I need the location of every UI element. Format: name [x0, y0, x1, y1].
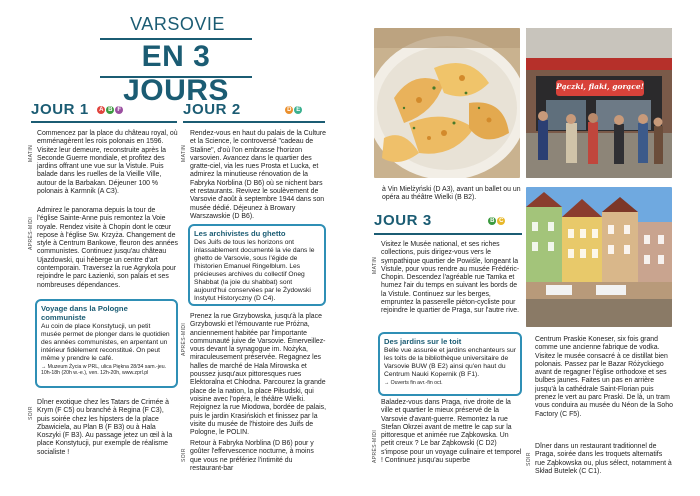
day3-afternoon-text-continued: Centrum Praskie Koneser, six fois grand comme une ancienne fabrique de vodka. Visitez le musée consacré à ce distillat bien polonais. Passez par le Bazar Różyckiego avant de regagner l'église orthodoxe et ses bulbes jaunes. Faites un pas en arrière jusqu'à la cathédrale Saint-Florian puis prenez le vert au parc Praski. De là, un tram vous conduira au musée du Néon de la Soho Factory (C F5). [535, 336, 673, 418]
day3-afternoon-text: Baladez-vous dans Praga, rive droite de la ville et quartier le mieux préservé de la Varsovie d'avant-guerre. Remontez la rue Stefan Okrzei avant de mettre le cap sur la pittoresque et animée rue Ząbkowska. Un petit creux ? Le bar Ząbkowski (C D2) s'impose pour un voyage culinaire et temporel ! Continuez jusqu'au superbe [381, 399, 522, 465]
slot-label-morning: MATIN [28, 144, 34, 162]
page-title: EN 3 JOURS [100, 38, 252, 78]
day3-rule [374, 233, 522, 235]
day2-rule [183, 121, 325, 123]
slot-label-afternoon: APRÈS-MIDI [372, 429, 378, 463]
map-badge-d: D [287, 106, 292, 113]
photo-old-town [526, 187, 672, 327]
info-box-ghetto [188, 224, 326, 306]
dumplings-image [374, 28, 520, 178]
slot-label-evening: SOIR [28, 406, 34, 420]
slot-label-evening: SOIR [526, 452, 532, 466]
day2-title: JOUR 2 [183, 101, 241, 118]
day2-evening-text: Retour à Fabryka Norblina (D B6) pour y goûter l'effervescence nocturne, à moins que vous ne préfériez l'intimité du restaurant-bar [190, 440, 314, 472]
map-badge-c: C [499, 217, 504, 224]
info-box-title: Des jardins sur le toit [384, 337, 462, 346]
day1-rule [31, 121, 177, 123]
info-box-text: Belle vue assurée et jardins enchanteurs sur les toits de la bibliothèque universitaire de Varsovie BUW (B E2) ainsi qu'en haut du Centrum Nauki Kopernik (B F1). [384, 347, 516, 378]
day1-title: JOUR 1 [31, 101, 89, 118]
photo-street-cafe [526, 28, 672, 178]
day3-map-badges [488, 217, 505, 225]
map-badge-b: B [108, 106, 113, 113]
day3-header [374, 212, 522, 230]
day1-header [31, 101, 177, 119]
day2-morning-text: Rendez-vous en haut du palais de la Culture et la Science, le controversé "cadeau de Staline", d'où l'on embrasse l'horizon varsovien. Avancez dans le quartier des gratte-ciel, via les rues Prosta et Lucka, et admirez la minutieuse rénovation de la Fabryka Norblina (D B6) où se nichent bars et restaurants. Revivez le soulèvement de Varsovie d'août à septembre 1944 dans son musée dédié. Déjeunez à Browary Warszawskie (D B6). [190, 130, 326, 220]
day3-evening-text: Dîner dans un restaurant traditionnel de Praga, soirée dans les troquets alternatifs rue Ząbkowska ou, plus sélect, notamment à Skład Butelek (C C1). [535, 443, 672, 475]
slot-label-morning: MATIN [372, 256, 378, 274]
map-badge-f: F [115, 106, 123, 114]
slot-label-afternoon: APRÈS-MIDI [28, 216, 34, 250]
day1-evening-text: Dîner exotique chez les Tatars de Crimée à Krym (F C5) ou branché à Regina (F C3), puis soirée chez les hipsters de la place Zbawiciela, au Plan B (F B3) ou à Hala Koszyki (F B3). Au passage jetez un œil à la place Konstytucji, pur exemple de réalisme socialiste ! [37, 399, 173, 456]
day1-afternoon-text: Admirez le panorama depuis la tour de l'église Sainte-Anne puis remontez la Voie royale. Rendez visite à Chopin dont le cœur repose à l'église Sw. Krzyża. Changement de style à Centrum Bankowe, fleuron des années communistes. Continuez jusqu'au château Ujazdowski, qui héberge un centre d'art contemporain. Traversez la rue Agrykola pour rejoindre le parc Łazienki, son palais et ses nombreuses dépendances. [37, 207, 178, 289]
old-town-image [526, 187, 672, 327]
info-box-communism [35, 299, 178, 388]
day2-evening-continuation: à Vin Mielżyński (D A3), avant un ballet ou un opéra au théâtre Wielki (B B2). [382, 186, 521, 202]
map-badge-a: A [99, 106, 104, 113]
day2-afternoon-text: Prenez la rue Grzybowska, jusqu'à la place Grzybowski et l'émouvante rue Próżna, anciennement habitée par l'importante communauté juive de Varsovie. Émerveillez-vous devant la synagogue im. Nożyka, miraculeusement préservée. Regagnez les halles de marché de Hala Mirowska et poussez jusqu'aux pittoresques rues Elektoralna et Chłodna. Parcourez la grande place de la nation, la place Piłsudski, qui voisine avec l'opéra, le théâtre Wielki. Rejoignez la rue Miodowa, bordée de palais, puis le jardin Krasińskich et finissez par la visite du musée de l'histoire des Juifs de Pologne, le POLIN. [190, 313, 326, 437]
info-box-text: Des Juifs de tous les horizons ont inlassablement documenté la vie dans le ghetto de Varsovie, sous l'égide de l'historien Emanuel Ringelblum. Les précieuses archives du collectif Oneg Shabbat (la joie du shabbat) sont aujourd'hui conservées par le Żydowski Instytut Historyczny (D C4). [194, 239, 315, 302]
info-box-note: → Ouverts fin avr.-fin oct. [384, 380, 443, 386]
day2-header [183, 101, 325, 119]
page-subtitle: VARSOVIE [130, 14, 225, 34]
day2-map-badges [285, 106, 302, 114]
info-box-text: Au coin de place Konstytucji, un petit musée permet de plonger dans le quotidien des années communistes, en arpentant un intérieur fidèlement reconstitué. On peut même y prendre le café. [41, 323, 170, 362]
street-cafe-image [526, 28, 672, 178]
photo-dumplings [374, 28, 520, 178]
info-box-roof-gardens [378, 332, 522, 396]
map-badge-b: B [490, 217, 495, 224]
day1-morning-text: Commencez par la place du château royal, où emménagèrent les rois polonais en 1596. Visitez leur demeure, reconstruite après la Seconde Guerre mondiale, et profitez des jardins offrant une vue sur la Vistule. Puis balade dans les ruelles de la Vieille Ville, autour de la Barbakan. Déjeuner 100 % polonais à Karmnik (A C3). [37, 130, 178, 196]
info-box-title: Les archivistes du ghetto [194, 229, 286, 238]
slot-label-afternoon: APRÈS-MIDI [181, 322, 187, 356]
info-box-note: → Muzeum Życia w PRL, ulica Piękna 28/34 sam.-jeu. 10h-18h (20h w.-e.), ven. 12h-20h, www.zprl.pl [41, 364, 167, 377]
cafe-sign-text: Pączki, flaki, gorące! [556, 82, 644, 91]
day1-map-badges [97, 106, 123, 114]
slot-label-evening: SOIR [181, 448, 187, 462]
map-badge-e: E [296, 106, 301, 113]
day3-title: JOUR 3 [374, 212, 432, 229]
day3-morning-text: Visitez le Musée national, et ses riches collections, puis dirigez-vous vers le sympathique quartier de Powiśle, longeant la Vistule, pour vous rendre au musée Frédéric-Chopin. Descendez l'agréable rue Tamka et humez l'air du temps en suivant les bords de la Vistule. Continuez sur les berges, empruntez la passerelle piéton-cycliste pour rejoindre le quartier de Praga, sur l'autre rive. [381, 241, 520, 315]
slot-label-morning: MATIN [181, 144, 187, 162]
info-box-title: Voyage dans la Pologne communiste [41, 304, 128, 322]
